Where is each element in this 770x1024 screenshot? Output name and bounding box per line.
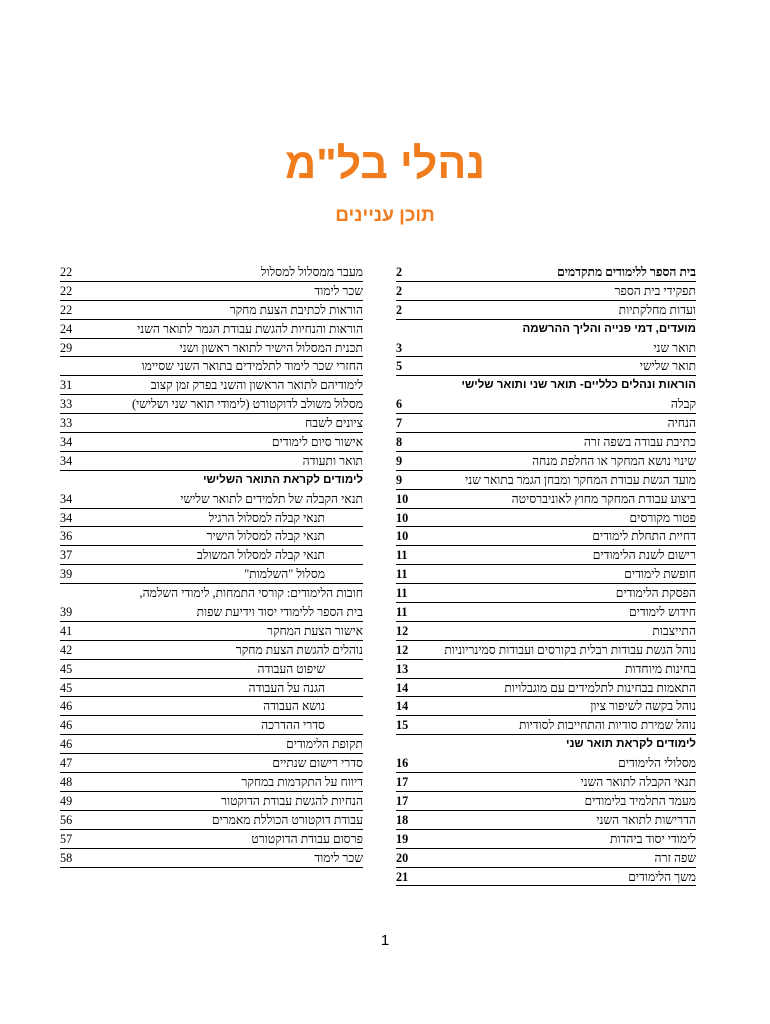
toc-entry-title: תנאי הקבלה לתואר השני (580, 775, 696, 790)
toc-entry-title: התייצבות (652, 623, 696, 638)
toc-entry[interactable] (60, 452, 363, 471)
toc-entry-page-number: 46 (60, 699, 73, 714)
toc-entry-title: סדרי ההדרכה (261, 718, 325, 733)
toc-entry-page-number: 24 (60, 321, 73, 336)
toc-entry-page-number: 41 (60, 623, 73, 638)
toc-entry[interactable] (60, 641, 363, 660)
toc-entry[interactable] (396, 433, 696, 452)
toc-entry[interactable] (60, 735, 363, 754)
toc-entry-title: נוהלים להגשת הצעת מחקר (235, 642, 363, 657)
toc-entry-title: חופשת לימודים (624, 567, 696, 582)
toc-entry[interactable] (60, 414, 363, 433)
toc-entry-page-number: 19 (396, 831, 409, 846)
toc-entry-page-number: 12 (396, 642, 409, 657)
toc-entry-title: הדרישות לתואר השני (596, 812, 696, 827)
toc-entry-title: מסלולי הלימודים (618, 756, 696, 771)
toc-entry[interactable] (60, 301, 363, 320)
toc-entry-title: מעבר ממסלול למסלול (260, 265, 363, 279)
toc-entry[interactable] (396, 452, 696, 471)
toc-entry-title: בית הספר ללימודי יסוד וידיעת שפות (196, 605, 363, 620)
toc-entry-title: לימודים לקראת התואר השלישי (203, 473, 363, 486)
toc-right-column (396, 263, 696, 886)
toc-entry-title: תנאי קבלה למסלול הרגיל (208, 510, 325, 525)
toc-entry-page-number: 6 (396, 397, 403, 412)
toc-entry-title: הפסקת הלימודים (615, 586, 696, 601)
toc-entry-title: פרסום עבודת הדוקטורט (251, 831, 363, 846)
toc-entry[interactable] (60, 320, 363, 339)
toc-entry[interactable] (396, 395, 696, 414)
toc-entry[interactable] (60, 546, 363, 565)
toc-entry[interactable] (396, 471, 696, 490)
toc-entry-page-number: 10 (396, 529, 409, 544)
toc-entry-page-number: 34 (60, 453, 73, 468)
toc-entry-title: דחיית התחלת לימודים (592, 529, 696, 544)
toc-entry-title: שינוי נושא המחקר או החלפת מנחה (532, 453, 696, 468)
toc-entry-page-number: 39 (60, 567, 73, 582)
toc-entry-page-number: 11 (396, 567, 408, 582)
toc-entry[interactable] (60, 339, 363, 358)
toc-entry-title: נושא העבודה (263, 699, 325, 714)
toc-entry[interactable] (396, 509, 696, 528)
toc-entry[interactable] (60, 716, 363, 735)
toc-entry[interactable] (60, 509, 363, 528)
toc-entry-title: תואר שלישי (639, 359, 696, 374)
toc-entry-title: הנחיה (667, 416, 696, 431)
toc-entry-page-number: 33 (60, 397, 73, 412)
toc-entry-page-number: 11 (396, 586, 408, 601)
toc-entry-page-number: 12 (396, 623, 409, 638)
toc-entry-title: אישור הצעת המחקר (266, 623, 363, 638)
toc-entry-page-number: 46 (60, 718, 73, 733)
toc-section-heading (396, 320, 696, 339)
toc-entry-page-number: 5 (396, 359, 403, 374)
toc-entry-page-number: 9 (396, 472, 403, 487)
toc-section-heading (396, 735, 696, 754)
toc-entry-page-number: 57 (60, 831, 73, 846)
toc-entry-page-number: 14 (396, 699, 409, 714)
toc-entry[interactable] (60, 395, 363, 414)
toc-entry[interactable] (396, 868, 696, 887)
toc-entry-title: בחינות מיוחדות (624, 661, 696, 676)
toc-entry-page-number: 10 (396, 491, 409, 506)
toc-entry-page-number: 45 (60, 680, 73, 695)
toc-entry-title: שפה זרה (654, 850, 696, 865)
page-number: 1 (380, 932, 390, 949)
toc-entry-page-number: 14 (396, 680, 409, 695)
toc-entry-page-number: 39 (60, 605, 73, 620)
toc-entry-title: חובות הלימודים: קורסי התמחות, לימודי השלמה, (139, 586, 363, 601)
toc-entry-page-number: 22 (60, 283, 73, 298)
toc-entry-title: ציונים לשבח (305, 416, 363, 431)
toc-entry-title: הוראות והנחיות להגשת עבודת הגמר לתואר השני (137, 321, 363, 336)
toc-entry[interactable] (60, 622, 363, 641)
toc-left-column (60, 263, 363, 868)
toc-entry-title: רישום לשנת הלימודים (592, 548, 696, 563)
toc-entry-page-number: 33 (60, 416, 73, 431)
toc-entry[interactable] (60, 282, 363, 301)
toc-entry-title: תנאי קבלה למסלול המשולב (196, 548, 325, 563)
toc-entry-page-number: 2 (396, 265, 403, 279)
toc-entry-title: מועד הגשת עבודת המחקר ומבחן הגמר בתואר שני (465, 472, 696, 487)
toc-entry-page-number: 10 (396, 510, 409, 525)
toc-entry-page-number: 13 (396, 661, 409, 676)
toc-entry[interactable] (60, 811, 363, 830)
toc-entry[interactable] (60, 490, 363, 509)
toc-entry-title: תואר שני (653, 340, 696, 355)
toc-entry-title: מסלול "השלמות" (244, 567, 325, 582)
toc-heading: תוכן עניינים (335, 205, 435, 226)
toc-entry[interactable] (396, 849, 696, 868)
toc-entry-title: קבלה (670, 397, 696, 412)
toc-entry-page-number: 31 (60, 378, 73, 393)
toc-entry-page-number: 34 (60, 435, 73, 450)
toc-entry-page-number: 34 (60, 491, 73, 506)
toc-entry-title: שיפוט העבודה (257, 661, 325, 676)
toc-entry-title: תפקידי בית הספר (614, 283, 696, 298)
toc-entry[interactable] (60, 565, 363, 584)
toc-entry[interactable] (396, 414, 696, 433)
toc-entry[interactable] (60, 754, 363, 773)
toc-entry-title: עבודת דוקטורט הכוללת מאמרים (211, 812, 363, 827)
toc-entry[interactable] (60, 660, 363, 679)
toc-entry[interactable] (396, 660, 696, 679)
toc-entry[interactable] (396, 679, 696, 698)
toc-entry-page-number: 48 (60, 775, 73, 790)
toc-entry[interactable] (60, 527, 363, 546)
toc-entry[interactable] (60, 679, 363, 698)
toc-entry-page-number: 11 (396, 605, 408, 620)
toc-entry-page-number: 29 (60, 340, 73, 355)
toc-entry[interactable] (396, 282, 696, 301)
toc-entry[interactable] (396, 490, 696, 509)
toc-entry[interactable] (396, 792, 696, 811)
toc-entry-title: פטור מקורסים (629, 510, 696, 525)
toc-entry[interactable] (396, 339, 696, 358)
toc-entry-title: סדרי רישום שנתיים (272, 756, 363, 771)
toc-entry-title: תואר ותעודה (302, 453, 363, 468)
toc-entry[interactable] (396, 584, 696, 603)
toc-entry-page-number: 7 (396, 416, 403, 431)
toc-entry-page-number: 22 (60, 302, 73, 317)
toc-entry-title: הוראות לכתיבת הצעת מחקר (229, 302, 363, 317)
toc-entry[interactable] (60, 697, 363, 716)
toc-entry-title: כתיבת עבודה בשפה זרה (583, 435, 696, 450)
toc-entry-page-number: 58 (60, 850, 73, 865)
toc-entry-title: תנאי קבלה למסלול הישיר (206, 529, 325, 544)
toc-entry-page-number: 15 (396, 718, 409, 733)
toc-entry-page-number: 45 (60, 661, 73, 676)
toc-entry[interactable] (396, 830, 696, 849)
toc-entry-page-number: 8 (396, 435, 403, 450)
toc-entry-title: לימודי יסוד ביהדות (610, 831, 696, 846)
toc-entry-page-number: 17 (396, 793, 409, 808)
toc-entry-page-number: 37 (60, 548, 73, 563)
toc-entry-title: הנחיות להגשת עבודת הדוקטור (220, 793, 363, 808)
toc-entry-page-number: 2 (396, 283, 403, 298)
toc-entry-title: נוהל בקשה לשיפור ציון (590, 699, 696, 714)
toc-entry[interactable] (60, 849, 363, 868)
toc-entry-title: אישור סיום לימודים (271, 435, 363, 450)
toc-entry-title: לימודים לקראת תואר שני (565, 738, 696, 751)
toc-entry-page-number: 22 (60, 265, 73, 279)
toc-entry-title: שכר לימוד (314, 850, 363, 865)
toc-entry[interactable] (396, 527, 696, 546)
toc-entry-page-number: 16 (396, 756, 409, 771)
toc-entry[interactable] (396, 716, 696, 735)
toc-entry[interactable] (396, 622, 696, 641)
toc-entry-title: תכנית המסלול הישיר לתואר ראשון ושני (179, 340, 363, 355)
toc-entry-title: התאמות בבחינות לתלמידים עם מוגבלויות (504, 680, 696, 695)
toc-entry-page-number: 3 (396, 340, 403, 355)
toc-entry-page-number: 34 (60, 510, 73, 525)
toc-entry-title: הגנה על העבודה (248, 680, 325, 695)
page-title: נהלי בל"מ (285, 140, 485, 188)
toc-entry-page-number: 11 (396, 548, 408, 563)
toc-entry-page-number: 36 (60, 529, 73, 544)
toc-entry[interactable] (396, 565, 696, 584)
toc-entry[interactable] (396, 697, 696, 716)
toc-entry[interactable] (396, 301, 696, 320)
toc-entry[interactable] (60, 433, 363, 452)
toc-entry-title: נוהל שמירת סודיות והתחייבות לסודיות (518, 718, 696, 733)
toc-entry[interactable] (396, 754, 696, 773)
toc-entry-title: תנאי הקבלה של תלמידים לתואר שלישי (180, 491, 363, 506)
toc-entry-title: הוראות ונהלים כלליים- תואר שני ותואר שלישי (461, 379, 696, 392)
toc-entry-page-number: 42 (60, 642, 73, 657)
toc-entry[interactable] (60, 792, 363, 811)
toc-entry-title: שכר לימוד (314, 283, 363, 298)
toc-entry-title: תקופת הלימודים (286, 737, 363, 752)
toc-entry[interactable] (396, 641, 696, 660)
toc-entry[interactable] (60, 773, 363, 792)
toc-entry[interactable] (60, 584, 363, 603)
toc-entry[interactable] (396, 357, 696, 376)
toc-entry-title: דיווח על התקדמות במחקר (241, 775, 363, 790)
toc-entry-title: ועדות מחלקתיות (618, 302, 696, 317)
toc-entry-page-number: 47 (60, 756, 73, 771)
toc-entry[interactable] (396, 773, 696, 792)
toc-entry-page-number: 17 (396, 775, 409, 790)
toc-entry[interactable] (396, 546, 696, 565)
toc-entry-page-number: 46 (60, 737, 73, 752)
toc-entry-title: משך הלימודים (628, 869, 696, 884)
toc-entry-page-number: 21 (396, 869, 409, 884)
toc-entry-title: נוהל הגשת עבודות רבלית בקורסים ועבודות סמינריוניות (444, 642, 696, 657)
toc-entry-page-number: 49 (60, 793, 73, 808)
toc-entry-title: החזרי שכר לימוד לתלמידים בתואר השני שסיימו (141, 359, 363, 374)
toc-entry[interactable] (60, 830, 363, 849)
toc-entry[interactable] (60, 603, 363, 622)
toc-entry-title: מעמד התלמיד בלימודים (584, 793, 696, 808)
toc-entry-title: מסלול משולב לדוקטורט (לימודי תואר שני ושלישי) (131, 397, 363, 412)
toc-entry[interactable] (60, 376, 363, 395)
toc-section-heading (396, 376, 696, 395)
toc-entry-page-number: 56 (60, 812, 73, 827)
toc-section-heading (60, 471, 363, 490)
toc-entry[interactable] (396, 811, 696, 830)
toc-entry-page-number: 18 (396, 812, 409, 827)
toc-entry[interactable] (396, 263, 696, 282)
toc-entry-title: בית הספר ללימודים מתקדמים (557, 265, 696, 279)
toc-entry[interactable] (60, 263, 363, 282)
toc-entry-title: ביצוע עבודת המחקר מחוץ לאוניברסיטה (511, 491, 696, 506)
toc-entry-page-number: 2 (396, 302, 403, 317)
toc-entry-title: חידוש לימודים (629, 605, 696, 620)
toc-entry[interactable] (396, 603, 696, 622)
toc-entry-page-number: 9 (396, 453, 403, 468)
toc-entry-title: מועדים, דמי פנייה והליך ההרשמה (522, 322, 696, 335)
toc-entry-title: לימודיהם לתואר הראשון והשני בפרק זמן קצוב (150, 378, 363, 393)
toc-entry-page-number: 20 (396, 850, 409, 865)
toc-entry[interactable] (60, 357, 363, 376)
